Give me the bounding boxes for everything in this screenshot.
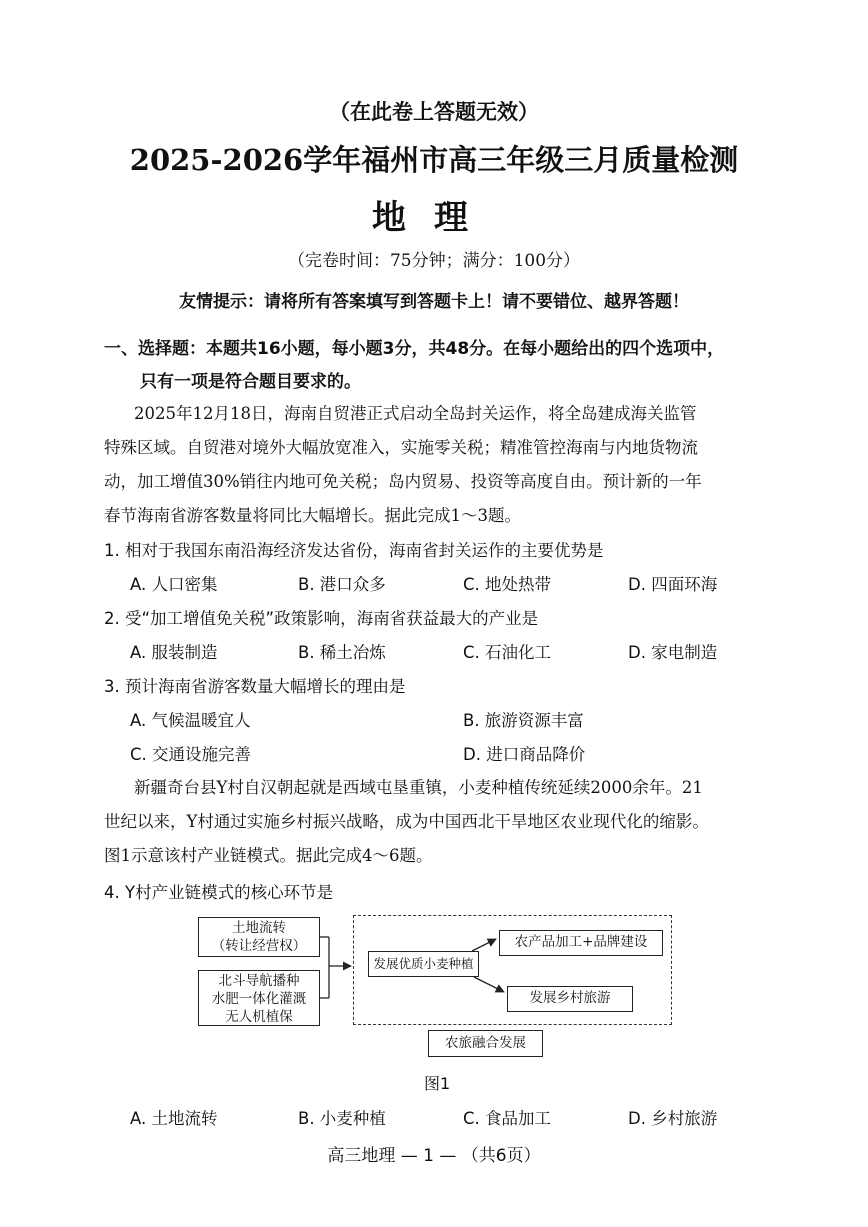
section-heading-line1: 一、选择题：本题共16小题，每小题3分，共48分。在每小题给出的四个选项中， xyxy=(104,339,725,359)
passage1-line: 动，加工增值30%销往内地可免关税；岛内贸易、投资等高度自由。预计新的一年 xyxy=(104,472,702,491)
page-footer: 高三地理 — 1 — （共6页） xyxy=(327,1146,541,1166)
question-3-stem: 3. 预计海南省游客数量大幅增长的理由是 xyxy=(104,677,406,696)
question-1-stem: 1. 相对于我国东南沿海经济发达省份，海南省封关运作的主要优势是 xyxy=(104,541,604,560)
figure-1-caption: 图1 xyxy=(424,1074,451,1093)
q2-option-b: B. 稀土冶炼 xyxy=(298,643,386,662)
passage1-line: 特殊区域。自贸港对境外大幅放宽准入，实施零关税；精准管控海南与内地货物流 xyxy=(104,438,698,457)
q1-option-b: B. 港口众多 xyxy=(298,575,386,594)
time-score-info: （完卷时间：75分钟；满分：100分） xyxy=(287,251,581,271)
passage2-line: 新疆奇台县Y村自汉朝起就是西域屯垦重镇，小麦种植传统延续2000余年。21 xyxy=(134,778,703,797)
q1-option-c: C. 地处热带 xyxy=(463,575,552,594)
q1-option-d: D. 四面环海 xyxy=(628,575,718,594)
friendly-tip: 友情提示：请将所有答案填写到答题卡上！请不要错位、越界答题！ xyxy=(179,292,689,312)
q2-option-a: A. 服装制造 xyxy=(130,643,218,662)
question-4-stem: 4. Y村产业链模式的核心环节是 xyxy=(104,883,334,902)
box-processing-branding: 农产品加工+品牌建设 xyxy=(499,930,663,956)
q3-option-c: C. 交通设施完善 xyxy=(130,745,252,764)
passage1-line: 春节海南省游客数量将同比大幅增长。据此完成1～3题。 xyxy=(104,506,521,525)
box-rural-tourism: 发展乡村旅游 xyxy=(507,986,633,1012)
q4-option-a: A. 土地流转 xyxy=(130,1109,218,1128)
q1-option-a: A. 人口密集 xyxy=(130,575,218,594)
q2-option-c: C. 石油化工 xyxy=(463,643,552,662)
q3-option-b: B. 旅游资源丰富 xyxy=(463,711,584,730)
q4-option-c: C. 食品加工 xyxy=(463,1109,552,1128)
exam-note: （在此卷上答题无效） xyxy=(329,100,539,124)
q2-option-d: D. 家电制造 xyxy=(628,643,718,662)
q3-option-d: D. 进口商品降价 xyxy=(463,745,586,764)
passage2-line: 世纪以来，Y村通过实施乡村振兴战略，成为中国西北干旱地区农业现代化的缩影。 xyxy=(104,812,709,831)
passage1-line: 2025年12月18日，海南自贸港正式启动全岛封关运作，将全岛建成海关监管 xyxy=(134,404,697,423)
passage2-line: 图1示意该村产业链模式。据此完成4～6题。 xyxy=(104,846,433,865)
box-technology: 北斗导航播种 水肥一体化灌溉 无人机植保 xyxy=(198,970,320,1026)
q3-option-a: A. 气候温暖宜人 xyxy=(130,711,251,730)
box-agri-tourism-fusion: 农旅融合发展 xyxy=(428,1030,543,1057)
exam-title: 2025-2026学年福州市高三年级三月质量检测 xyxy=(129,143,739,177)
q4-option-d: D. 乡村旅游 xyxy=(628,1109,718,1128)
q4-option-b: B. 小麦种植 xyxy=(298,1109,386,1128)
box-land-transfer: 土地流转 （转让经营权） xyxy=(198,917,320,957)
box-wheat-planting: 发展优质小麦种植 xyxy=(368,951,479,977)
subject-title: 地理 xyxy=(372,198,496,238)
question-2-stem: 2. 受“加工增值免关税”政策影响，海南省获益最大的产业是 xyxy=(104,609,539,628)
section-heading-line2: 只有一项是符合题目要求的。 xyxy=(140,372,361,392)
